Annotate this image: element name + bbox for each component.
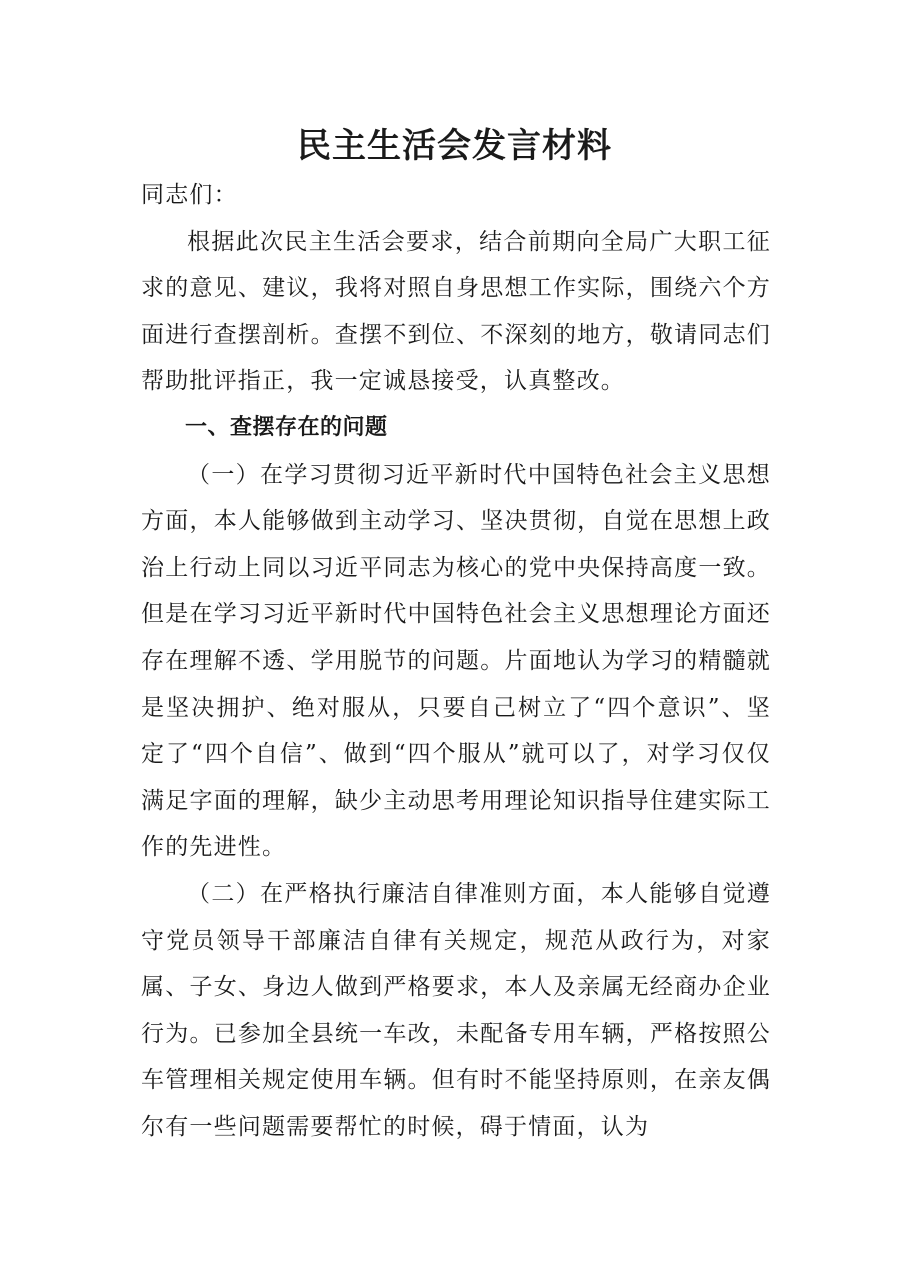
document-title: 民主生活会发言材料 (297, 126, 612, 166)
document-body (141, 172, 771, 1150)
section-paragraph-1: （一）在学习贯彻习近平新时代中国特色社会主义思想方面，本人能够做到主动学习、坚决贯彻，自觉在思想上政治上行动上同以习近平同志为核心的党中央保持高度一致。但是在学习习近平新时代中国特色社会主义思想理论方面还存在理解不透、学用脱节的问题。片面地认为学习的精髓就是坚决拥护、绝对服从，只要自己树立了“四个意识”、坚定了“四个自信”、做到“四个服从”就可以了，对学习仅仅满足字面的理解，缺少主动思考用理论知识指导住建实际工作的先进性。 (141, 461, 771, 861)
section-paragraph-2: （二）在严格执行廉洁自律准则方面，本人能够自觉遵守党员领导干部廉洁自律有关规定，规范从政行为，对家属、子女、身边人做到严格要求，本人及亲属无经商办企业行为。已参加全县统一车改，未配备专用车辆，严格按照公车管理相关规定使用车辆。但有时不能坚持原则，在亲友偶尔有一些问题需要帮忙的时候，碍于情面，认为 (141, 880, 771, 1140)
section-heading: 一、查摆存在的问题 (185, 414, 388, 440)
greeting: 同志们： (141, 182, 238, 208)
intro-paragraph: 根据此次民主生活会要求，结合前期向全局广大职工征求的意见、建议，我将对照自身思想工作实际，围绕六个方面进行查摆剖析。查摆不到位、不深刻的地方，敬请同志们帮助批评指正，我一定诚恳接受，认真整改。 (141, 228, 771, 395)
